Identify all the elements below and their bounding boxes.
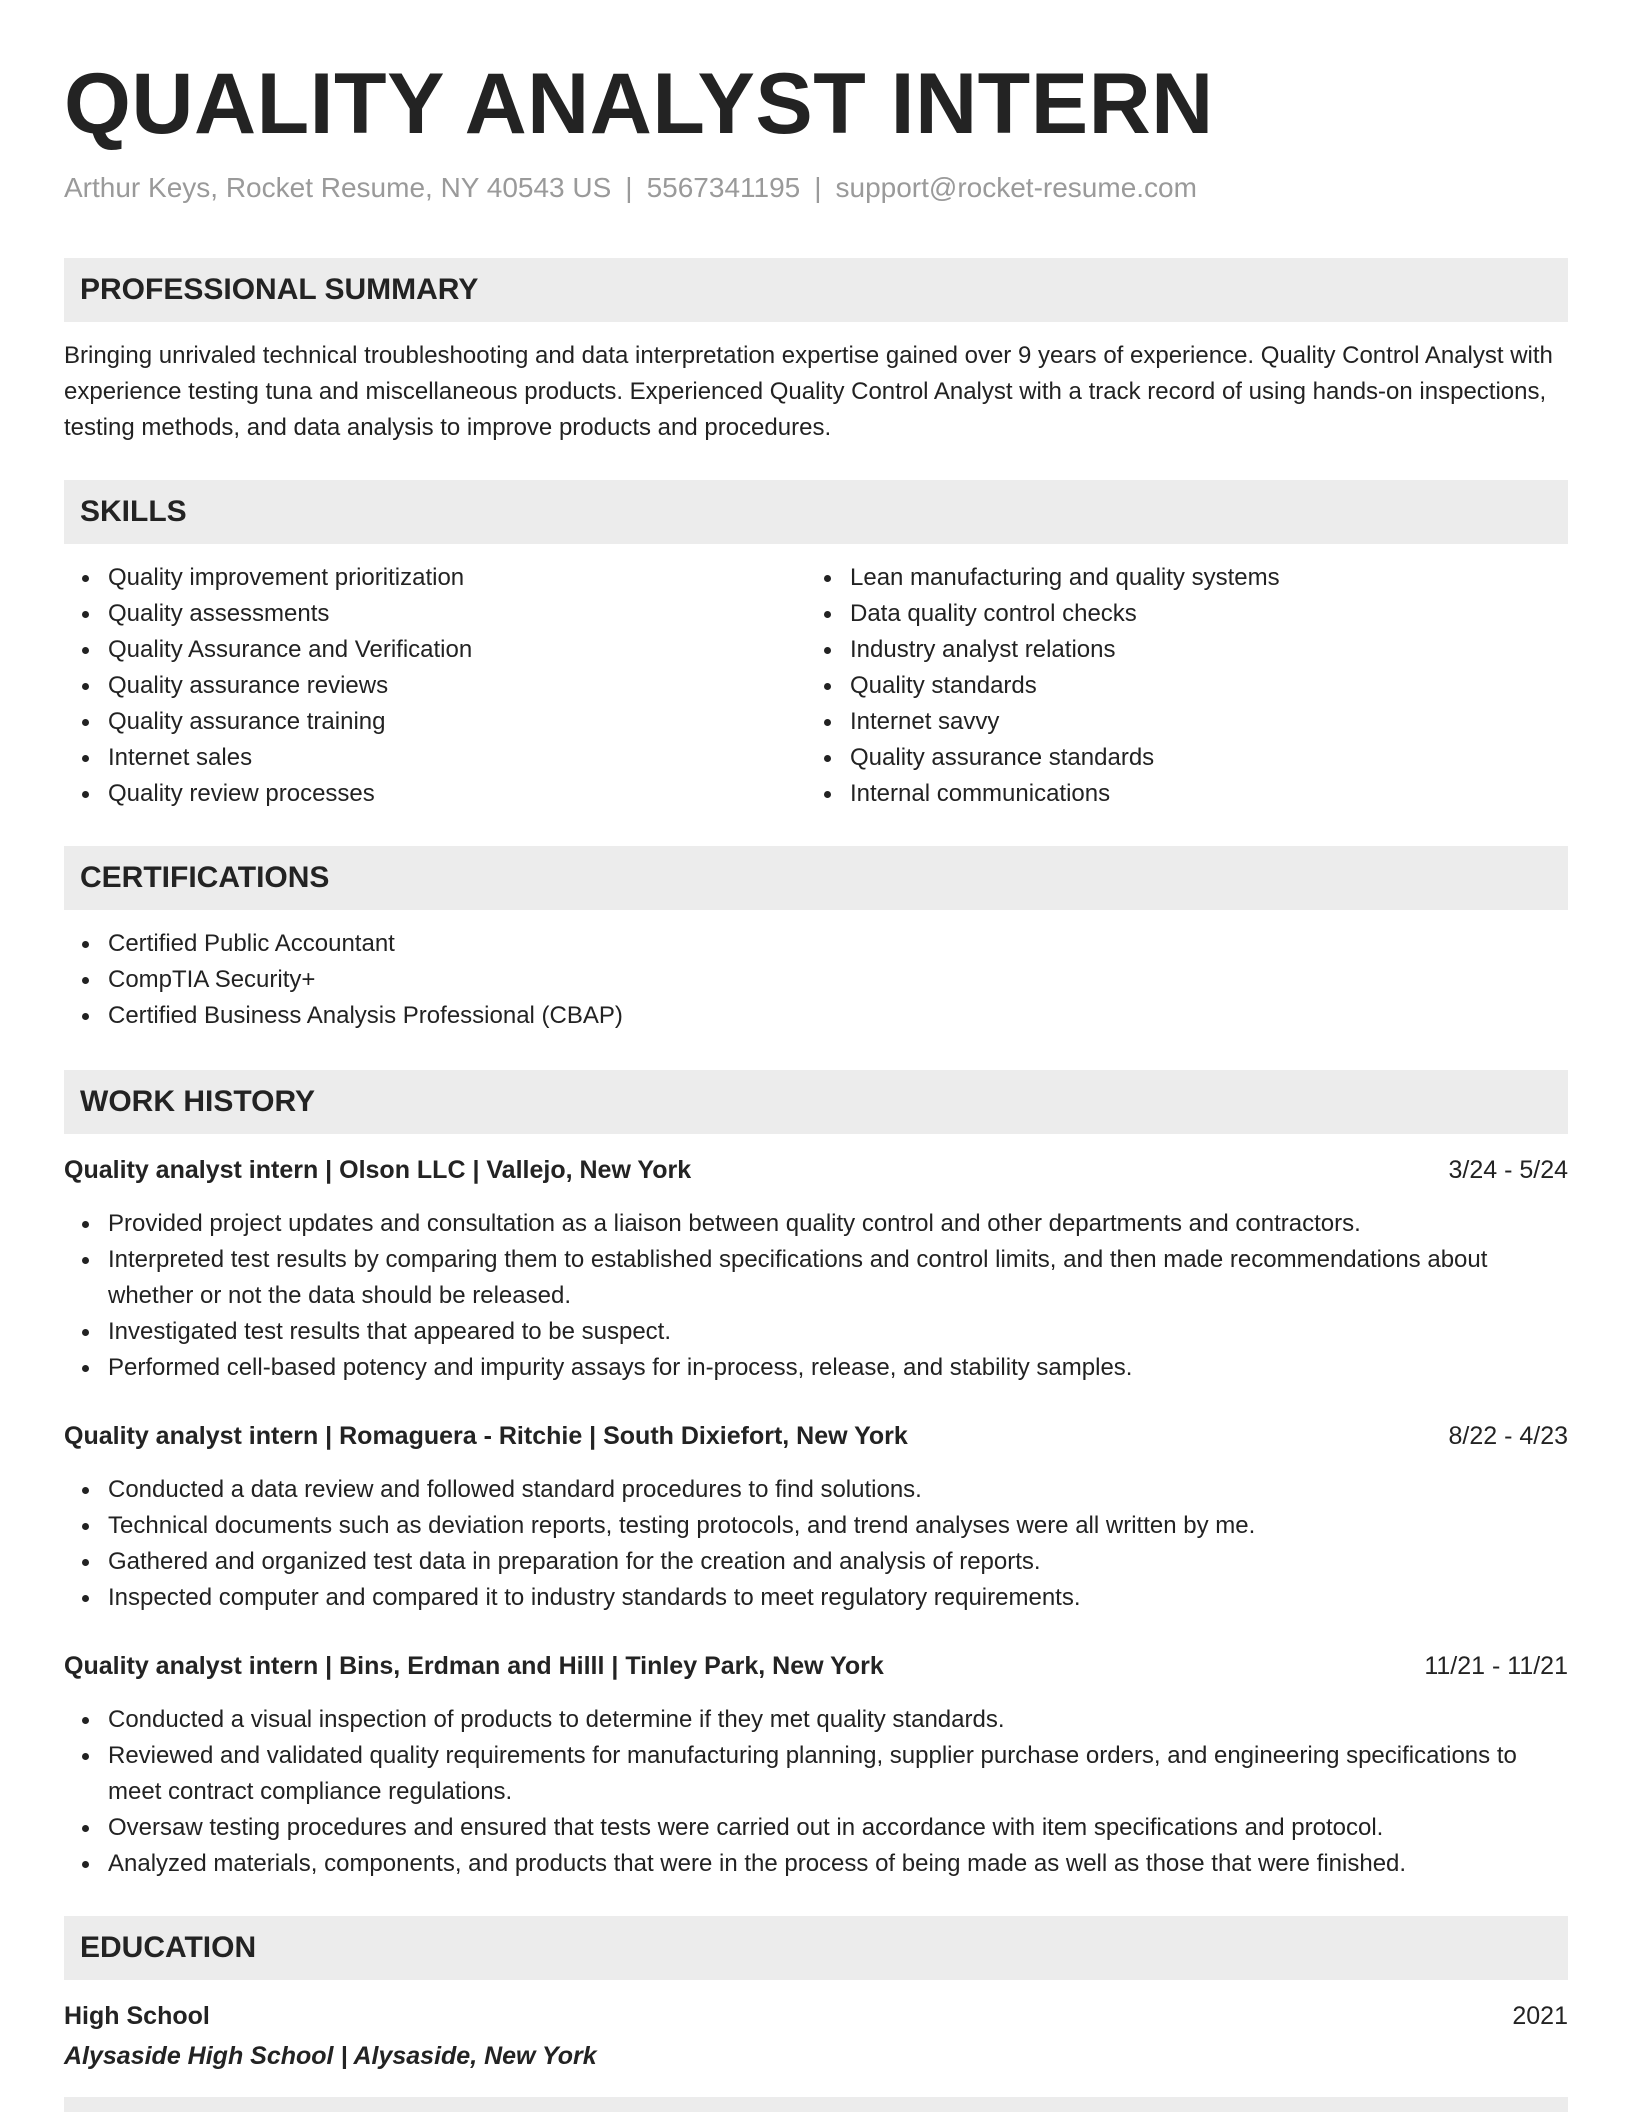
summary-heading: PROFESSIONAL SUMMARY <box>64 258 1568 322</box>
contact-address: Arthur Keys, Rocket Resume, NY 40543 US <box>64 172 612 203</box>
skills-grid <box>64 560 1568 812</box>
job-bullets <box>64 1702 1568 1882</box>
job-bullet: Investigated test results that appeared to be suspect. <box>64 1314 1568 1350</box>
job-header <box>64 1648 1568 1684</box>
skill-item: Quality standards <box>806 668 1548 704</box>
education-school: Alysaside High School | Alysaside, New York <box>64 2042 597 2070</box>
job-bullet: Provided project updates and consultation as a liaison between quality control and other departments and contractors. <box>64 1206 1568 1242</box>
job-bullet: Interpreted test results by comparing them to established specifications and control limits, and then made recommendations about whether or not the data should be released. <box>64 1242 1568 1314</box>
summary-text: Bringing unrivaled technical troubleshooting and data interpretation expertise gained over 9 years of experience. Quality Control Analyst with experience testing tuna and miscellaneous products. Experienced Quality Control Analyst with a track record of using hands-on inspections, testing methods, and data analysis to improve products and procedures. <box>64 342 1553 441</box>
job-dates: 8/22 - 4/23 <box>1448 1422 1568 1450</box>
certification-item: Certified Public Accountant <box>64 926 1568 962</box>
education-degree: High School <box>64 2002 210 2030</box>
certification-item: CompTIA Security+ <box>64 962 1568 998</box>
skill-item: Internet sales <box>64 740 806 776</box>
skill-item: Quality improvement prioritization <box>64 560 806 596</box>
education-entry <box>64 1998 1568 2074</box>
job-bullet: Conducted a data review and followed standard procedures to find solutions. <box>64 1472 1568 1508</box>
resume-title: QUALITY ANALYST INTERN <box>64 56 1214 152</box>
job-bullet: Gathered and organized test data in preparation for the creation and analysis of reports. <box>64 1544 1568 1580</box>
skills-list-left <box>64 560 806 812</box>
job-entry <box>64 1648 1568 1882</box>
skill-item: Industry analyst relations <box>806 632 1548 668</box>
next-section-bar <box>64 2097 1568 2112</box>
job-dates: 11/21 - 11/21 <box>1424 1652 1568 1680</box>
skill-item: Data quality control checks <box>806 596 1548 632</box>
job-bullet: Conducted a visual inspection of products to determine if they met quality standards. <box>64 1702 1568 1738</box>
contact-line <box>64 170 1568 206</box>
job-bullet: Inspected computer and compared it to industry standards to meet regulatory requirements. <box>64 1580 1568 1616</box>
job-title: Quality analyst intern | Bins, Erdman and Hilll | Tinley Park, New York <box>64 1652 884 1680</box>
contact-separator: | <box>625 172 633 203</box>
skill-item: Quality review processes <box>64 776 806 812</box>
job-title: Quality analyst intern | Romaguera - Ritchie | South Dixiefort, New York <box>64 1422 908 1450</box>
job-dates: 3/24 - 5/24 <box>1448 1156 1568 1184</box>
education-year: 2021 <box>1512 2002 1568 2030</box>
job-bullet: Analyzed materials, components, and products that were in the process of being made as well as those that were finished. <box>64 1846 1568 1882</box>
job-title: Quality analyst intern | Olson LLC | Vallejo, New York <box>64 1156 692 1184</box>
job-bullet: Reviewed and validated quality requirements for manufacturing planning, supplier purchase orders, and engineering specifications to meet contract compliance regulations. <box>64 1738 1568 1810</box>
job-entry <box>64 1152 1568 1386</box>
education-heading: EDUCATION <box>64 1916 1568 1980</box>
skill-item: Quality assurance reviews <box>64 668 806 704</box>
certification-item: Certified Business Analysis Professional (CBAP) <box>64 998 1568 1034</box>
education-header <box>64 1998 1568 2034</box>
job-bullets <box>64 1472 1568 1616</box>
work-history-heading: WORK HISTORY <box>64 1070 1568 1134</box>
job-header <box>64 1152 1568 1188</box>
contact-phone: 5567341195 <box>646 172 801 203</box>
job-bullets <box>64 1206 1568 1386</box>
certifications-heading: CERTIFICATIONS <box>64 846 1568 910</box>
skill-item: Lean manufacturing and quality systems <box>806 560 1548 596</box>
job-bullet: Performed cell-based potency and impurity assays for in-process, release, and stability samples. <box>64 1350 1568 1386</box>
job-bullet: Technical documents such as deviation reports, testing protocols, and trend analyses were all written by me. <box>64 1508 1568 1544</box>
job-header <box>64 1418 1568 1454</box>
skills-list-right <box>806 560 1548 812</box>
skill-item: Internet savvy <box>806 704 1548 740</box>
skill-item: Quality Assurance and Verification <box>64 632 806 668</box>
skill-item: Quality assurance standards <box>806 740 1548 776</box>
contact-email: support@rocket-resume.com <box>835 172 1197 203</box>
skills-heading: SKILLS <box>64 480 1568 544</box>
skill-item: Quality assessments <box>64 596 806 632</box>
job-entry <box>64 1418 1568 1616</box>
skill-item: Internal communications <box>806 776 1548 812</box>
job-bullet: Oversaw testing procedures and ensured that tests were carried out in accordance with item specifications and protocol. <box>64 1810 1568 1846</box>
skill-item: Quality assurance training <box>64 704 806 740</box>
certifications-list <box>64 926 1568 1034</box>
contact-separator: | <box>814 172 822 203</box>
